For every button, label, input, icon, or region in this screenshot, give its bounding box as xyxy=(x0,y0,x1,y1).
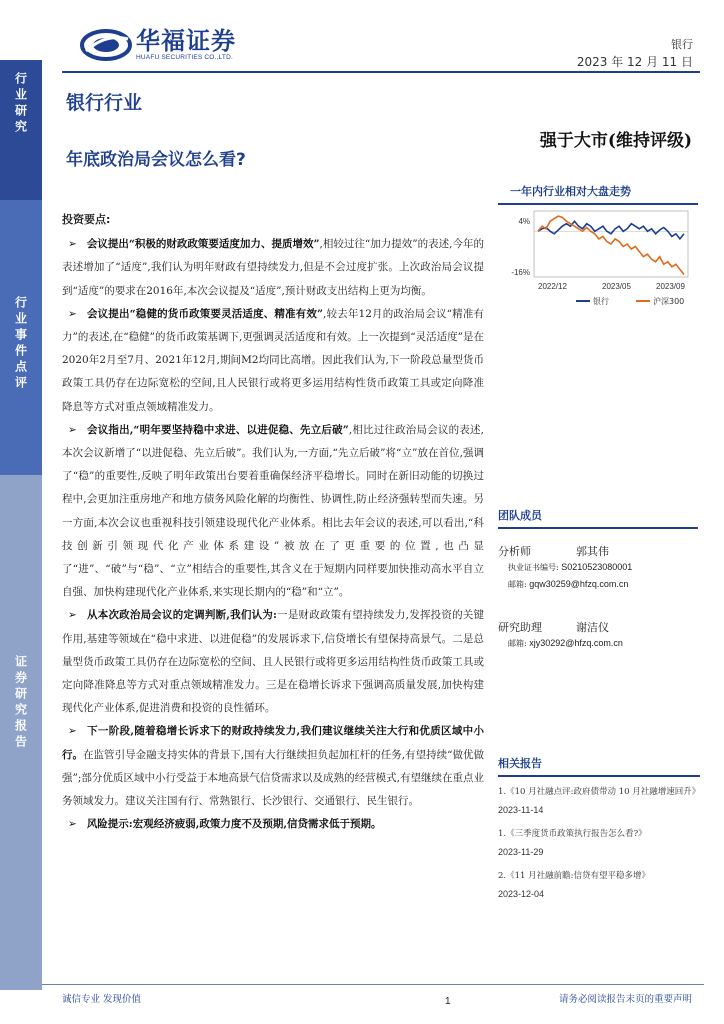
bullet-arrow-icon: ➢ xyxy=(68,818,77,831)
rating: 强于大市(维持评级) xyxy=(539,131,692,151)
point-highlight: “稳健的货币政策要灵活适度、精准有效” xyxy=(129,307,324,320)
logo-swirl-icon xyxy=(80,29,132,61)
assistant-email[interactable]: xjy30292@hfzq.com.cn xyxy=(529,638,623,648)
footer-disclaimer: 请务必阅读报告末页的重要声明 xyxy=(558,994,692,1005)
side-band-event xyxy=(0,200,42,475)
investment-point xyxy=(62,233,484,303)
section-title: 投资要点: xyxy=(62,213,111,226)
point-lead: 会议提出 xyxy=(86,307,130,320)
point-lead: 会议指出, xyxy=(86,423,134,436)
chart-title: 一年内行业相对大盘走势 xyxy=(510,185,631,198)
bullet-arrow-icon: ➢ xyxy=(68,307,77,320)
relative-performance-block xyxy=(498,183,698,205)
bullet-arrow-icon: ➢ xyxy=(68,725,77,738)
point-lead: 会议提出 xyxy=(86,238,129,251)
analyst-email-line xyxy=(508,576,698,593)
y-tick-label: -16% xyxy=(511,267,530,277)
related-report-item[interactable] xyxy=(498,825,700,861)
related-report-date: 2023-12-04 xyxy=(498,889,545,899)
series-line-bank xyxy=(538,221,684,239)
logo-english-name: HUAFU SECURITIES CO.,LTD. xyxy=(136,54,233,61)
x-tick-label: 2023/09 xyxy=(656,282,685,291)
team-title-rule xyxy=(498,527,698,529)
analyst-name: 郭其伟 xyxy=(576,545,609,558)
side-band-research xyxy=(0,60,42,200)
related-report-date: 2023-11-29 xyxy=(498,847,544,857)
side-band-research-label: 行业研究 xyxy=(13,72,28,136)
side-band-report xyxy=(0,475,42,990)
related-report-item[interactable] xyxy=(498,783,700,819)
sector-title: 银行行业 xyxy=(66,92,143,114)
bullet-arrow-icon: ➢ xyxy=(68,423,77,436)
point-body: ,相比过往政治局会议的表述,本次会议新增了“以进促稳、先立后破”。我们认为,一方面,“先立后破”将“立”放在首位,强调了“稳”的重要性,反映了明年政策出台要着重确保经济平稳增长。同时在新旧动能的切换过程中,会更加注重房地产和地方债务风险化解的均衡性、协调性,防止经济强转型而失速。另一方面,本次会议也重视科技引领建设现代化产业体系。相比去年会议的表述,可以看出,“科技创新引领现代化产业体系建设”被放在了更重要的位置,也凸显了“进”、“破”与“稳”、“立”相结合的重要性,其含义在于短期内同样要加快推动高水平自立自强、加快构建现代化产业体系,来实现长期内的“稳”和“立”。 xyxy=(62,423,484,599)
team-block xyxy=(498,507,698,652)
assistant-email-line xyxy=(508,635,698,652)
legend-label: 沪深300 xyxy=(653,297,685,306)
point-highlight: 从本次政治局会议的定调判断,我们认为: xyxy=(86,609,277,622)
investment-points xyxy=(62,208,484,836)
related-report-title: 1.《三季度货币政策执行报告怎么看?》 xyxy=(498,829,647,839)
point-body: ,较去年12月的政治局会议“精准有力”的表述,在“稳健”的货币政策基调下,更强调灵活适度和有效。上一次提到“灵活适度”是在2020年2月至7月、2021年12月,期间M2均同比高增。因此我们认为,下一阶段总量型货币政策工具仍存在边际宽松的空间,且人民银行或将更多运用结构性货币政策工具或定向降准降息等方式对重点领域精准发力。 xyxy=(62,307,485,413)
related-report-title: 2.《11 月社融前瞻:信贷有望平稳多增》 xyxy=(498,871,650,881)
related-title-rule xyxy=(498,775,700,777)
related-reports xyxy=(498,755,700,903)
side-band-event-label: 行业事件点评 xyxy=(13,296,28,392)
sector-tag: 银行 xyxy=(671,38,693,51)
side-band xyxy=(0,60,42,990)
investment-point xyxy=(62,720,484,813)
side-band-report-label: 证券研究报告 xyxy=(13,655,28,751)
point-highlight: 下一阶段,随着稳增长诉求下的财政持续发力,我们建议继续关注大行和优质区域中小行。 xyxy=(62,725,484,761)
team-title: 团队成员 xyxy=(498,509,542,522)
point-body: 一是财政政策有望持续发力,发挥投资的关键作用,基建等领域在“稳中求进、以进促稳”的发展诉求下,信贷增长有望保持高景气。二是总量型货币政策工具仍存在边际宽松的空间、且人民银行或将更多运用结构性货币政策工具或定向降准降息等方式对重点领域精准发力。三是在稳增长诉求下强调高质量发展,加快构建现代化产业体系,促进消费和投资的良性循环。 xyxy=(62,609,485,715)
investment-point xyxy=(62,813,484,836)
related-report-title: 1.《10 月社融点评:政府债带动 10 月社融增速回升》 xyxy=(498,787,701,797)
analyst-cert-label: 执业证书编号: xyxy=(508,563,559,572)
point-body: 在监管引导金融支持实体的背景下,国有大行继续担负起加杠杆的任务,有望持续“做优做强”;部分优质区域中小行受益于本地高景气信贷需求以及成熟的经营模式,有望继续在重点业务领域发力。建议关注国有行、常熟银行、长沙银行、交通银行、民生银行。 xyxy=(62,748,485,808)
investment-point xyxy=(62,303,484,419)
header-divider xyxy=(62,71,700,73)
assistant-name: 谢洁仪 xyxy=(576,621,609,634)
analyst-email[interactable]: gqw30259@hfzq.com.cn xyxy=(529,579,629,589)
report-date: 2023 年 12 月 11 日 xyxy=(576,55,693,69)
analyst-cert xyxy=(508,559,698,576)
point-list xyxy=(62,233,484,836)
report-headline: 年底政治局会议怎么看? xyxy=(66,150,246,170)
footer-divider xyxy=(42,984,704,985)
point-highlight: “明年要坚持稳中求进、以进促稳、先立后破” xyxy=(133,423,349,436)
series-line-hs300 xyxy=(538,216,684,274)
analyst-row xyxy=(498,543,698,559)
page-number: 1 xyxy=(445,996,451,1007)
logo-chinese-name: 华福证券 xyxy=(136,27,236,55)
legend-label: 银行 xyxy=(593,297,609,306)
point-body: ,相较过往“加力提效”的表述,今年的表述增加了“适度”,我们认为明年财政有望持续发力,但是不会过度扩张。上次政治局会议提到“适度”的要求在2016年,本次会议提及“适度”,预计财政支出结构上更为均衡。 xyxy=(62,238,484,297)
related-title: 相关报告 xyxy=(498,757,542,770)
company-logo xyxy=(80,28,236,61)
assistant-row xyxy=(498,619,698,635)
investment-point xyxy=(62,604,484,720)
assistant-role: 研究助理 xyxy=(498,621,542,634)
analyst-cert-number: S0210523080001 xyxy=(561,562,633,572)
related-report-item[interactable] xyxy=(498,867,700,903)
point-highlight: “积极的财政政策要适度加力、提质增效” xyxy=(128,238,320,251)
footer-slogan: 诚信专业 发现价值 xyxy=(62,994,142,1005)
y-tick-label: 4% xyxy=(518,217,530,227)
bullet-arrow-icon: ➢ xyxy=(68,238,77,251)
x-tick-label: 2022/12 xyxy=(538,282,567,291)
bullet-arrow-icon: ➢ xyxy=(68,609,77,622)
point-highlight: 风险提示:宏观经济疲弱,政策力度不及预期,信贷需求低于预期。 xyxy=(86,818,382,831)
related-report-date: 2023-11-14 xyxy=(498,805,544,815)
investment-point xyxy=(62,419,484,605)
assistant-email-label: 邮箱: xyxy=(508,639,527,648)
analyst-role: 分析师 xyxy=(498,545,531,558)
x-tick-label: 2023/05 xyxy=(602,282,631,291)
relative-performance-chart xyxy=(498,205,698,317)
analyst-email-label: 邮箱: xyxy=(508,580,527,589)
